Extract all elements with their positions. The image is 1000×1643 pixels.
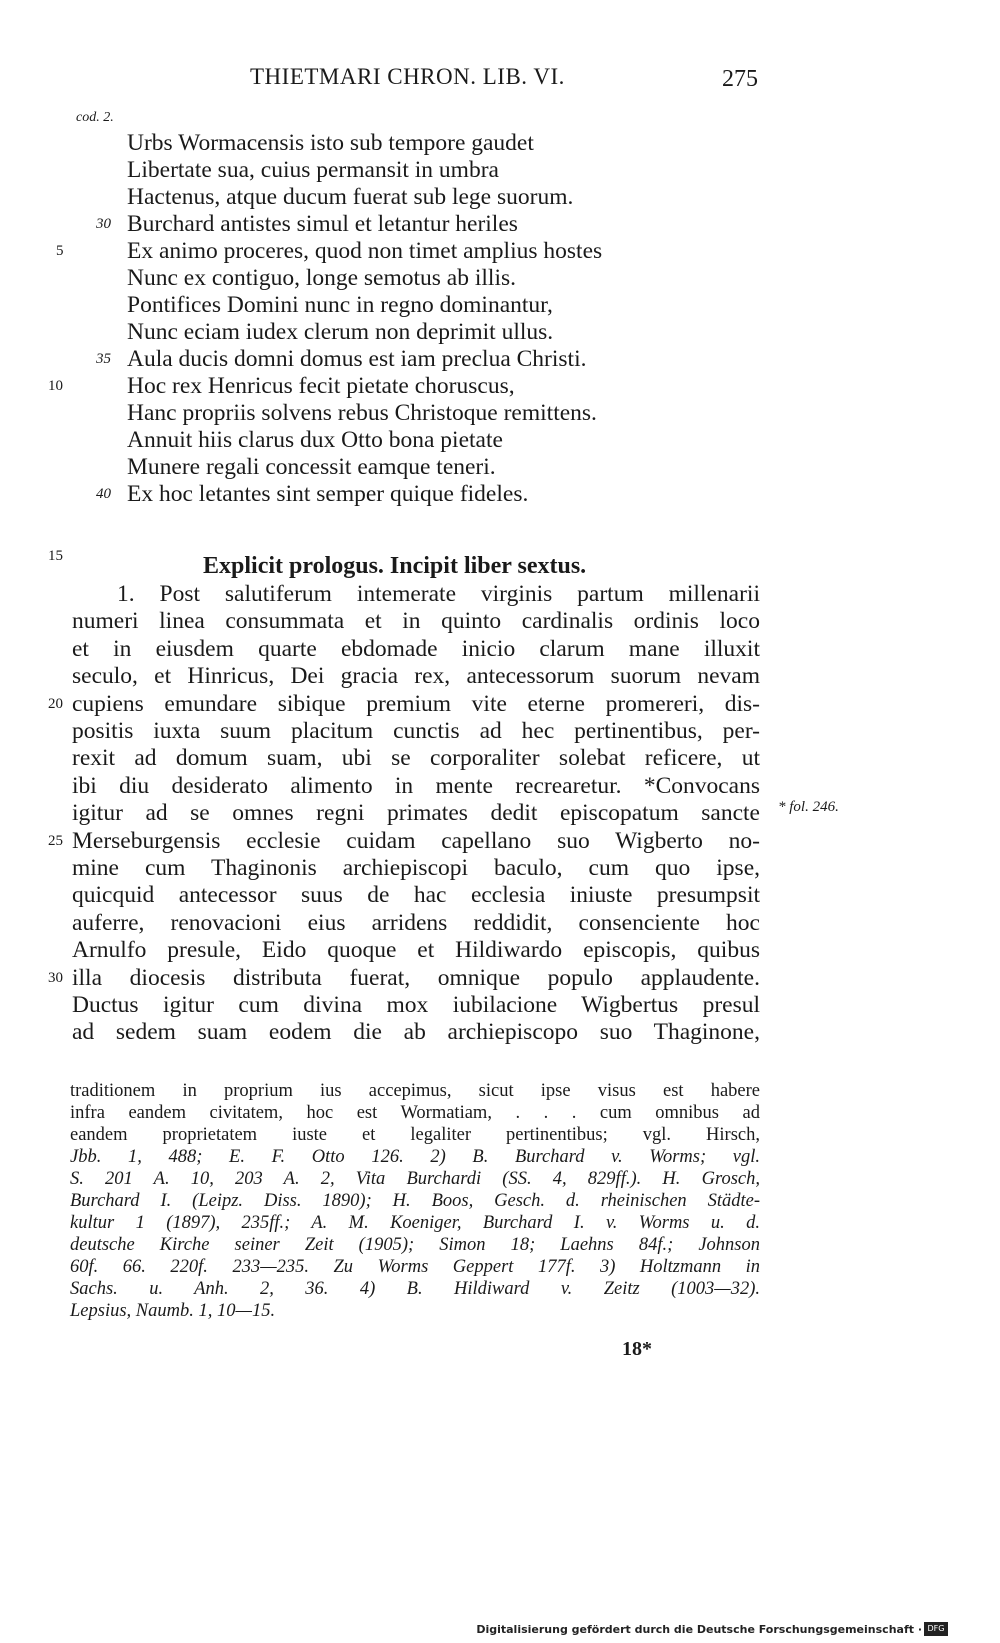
signature-mark: 18* — [622, 1338, 652, 1360]
footnote-line: Lepsius, Naumb. 1, 10—15. — [70, 1301, 276, 1321]
footnote-line: kultur 1 (1897), 235ff.; A. M. Koeniger, Burchard I. v. Worms u. d. — [70, 1213, 760, 1233]
footnote-line: S. 201 A. 10, 203 A. 2, Vita Burchardi (SS. 4, 829ff.). H. Grosch, — [70, 1169, 760, 1189]
margin-line-number: 10 — [48, 378, 63, 394]
prose-line: rexit ad domum suam, ubi se corporaliter solebat reficere, ut — [72, 745, 760, 772]
footnote-line: 60f. 66. 220f. 233—235. Zu Worms Geppert 177f. 3) Holtzmann in — [70, 1257, 760, 1277]
prose-line: ibi diu desiderato alimento in mente recrearetur. *Convocans — [72, 772, 760, 799]
folio-note: * fol. 246. — [778, 799, 839, 815]
verse-line: Ex animo proceres, quod non timet amplius hostes — [127, 238, 603, 264]
prose-line: 1. Post salutiferum intemerate virginis partum millenarii — [117, 581, 760, 607]
verse-line: Nunc ex contiguo, longe semotus ab illis. — [127, 265, 517, 291]
codex-note: cod. 2. — [76, 110, 114, 125]
prose-line: Arnulfo presule, Eido quoque et Hildiwardo episcopis, quibus — [72, 937, 760, 964]
footnote-line: Sachs. u. Anh. 2, 36. 4) B. Hildiward v. Zeitz (1003—32). — [70, 1279, 760, 1299]
margin-line-number: 25 — [48, 832, 63, 849]
prose-line: igitur ad se omnes regni primates dedit episcopatum sancte — [72, 800, 760, 827]
verse-line: Nunc eciam iudex clerum non deprimit ullus. — [127, 319, 554, 345]
prose-line: mine cum Thaginonis archiepiscopi baculo, cum quo ipse, — [72, 855, 760, 881]
footnote-line: eandem proprietatem iuste et legaliter pertinentibus; vgl. Hirsch, — [70, 1125, 760, 1145]
verse-number: 40 — [96, 486, 111, 502]
verse-line: Munere regali concessit eamque teneri. — [127, 454, 496, 480]
prose-line: auferre, renovacioni eius arridens reddidit, consenciente hoc — [72, 909, 760, 936]
margin-line-number: 5 — [56, 243, 64, 259]
section-heading: Explicit prologus. Incipit liber sextus. — [203, 553, 587, 579]
prose-line: cupiens emundare sibique premium vite eterne promereri, dis- — [72, 690, 760, 717]
verse-line: Hoc rex Henricus fecit pietate choruscus, — [127, 373, 515, 399]
prose-line: et in eiusdem quarte ebdomade inicio clarum mane illuxit — [72, 635, 760, 662]
footnote-line: deutsche Kirche seiner Zeit (1905); Simon 18; Laehns 84f.; Johnson — [70, 1235, 760, 1255]
margin-line-number: 20 — [48, 695, 63, 712]
prose-line: illa diocesis distributa fuerat, omnique populo applaudente. — [72, 964, 760, 991]
verse-line: Pontifices Domini nunc in regno dominantur, — [127, 292, 553, 318]
footnote-line: infra eandem civitatem, hoc est Wormatiam, . . . cum omnibus ad — [70, 1103, 760, 1123]
verse-line: Libertate sua, cuius permansit in umbra — [127, 157, 499, 183]
margin-line-number: 30 — [48, 969, 63, 986]
prose-line: numeri linea consummata et in quinto cardinalis ordinis loco — [72, 608, 760, 635]
page-number: 275 — [722, 66, 758, 92]
verse-number: 35 — [96, 351, 111, 367]
digitization-credit: Digitalisierung gefördert durch die Deutsche Forschungsgemeinschaft · — [476, 1623, 922, 1636]
prose-line: Ductus igitur cum divina mox iubilacione Wigbertus presul — [72, 992, 760, 1018]
running-header: THIETMARI CHRON. LIB. VI. — [250, 64, 565, 89]
footnote-line: traditionem in proprium ius accepimus, sicut ipse visus est habere — [70, 1081, 760, 1101]
verse-line: Urbs Wormacensis isto sub tempore gaudet — [127, 130, 534, 156]
verse-line: Hactenus, atque ducum fuerat sub lege suorum. — [127, 184, 574, 210]
margin-line-number: 15 — [48, 548, 63, 564]
footnote-line: Burchard I. (Leipz. Diss. 1890); H. Boos, Gesch. d. rheinischen Städte- — [70, 1191, 760, 1211]
prose-line: positis iuxta suum placitum cunctis ad hec pertinentibus, per- — [72, 718, 760, 744]
prose-line: ad sedem suam eodem die ab archiepiscopo suo Thaginone, — [72, 1019, 760, 1046]
verse-line: Aula ducis domni domus est iam preclua Christi. — [127, 346, 587, 372]
verse-line: Hanc propriis solvens rebus Christoque remittens. — [127, 400, 597, 426]
prose-line: seculo, et Hinricus, Dei gracia rex, antecessorum suorum nevam — [72, 663, 760, 690]
verse-line: Annuit hiis clarus dux Otto bona pietate — [127, 427, 503, 453]
prose-line: Merseburgensis ecclesie cuidam capellano suo Wigberto no- — [72, 827, 760, 854]
verse-line: Ex hoc letantes sint semper quique fideles. — [127, 481, 529, 507]
verse-number: 30 — [96, 216, 111, 232]
verse-line: Burchard antistes simul et letantur heriles — [127, 211, 518, 237]
footnote-line: Jbb. 1, 488; E. F. Otto 126. 2) B. Burchard v. Worms; vgl. — [70, 1147, 760, 1167]
prose-line: quicquid antecessor suus de hac ecclesia iniuste presumpsit — [72, 882, 760, 909]
dfg-logo: DFG — [924, 1622, 948, 1636]
